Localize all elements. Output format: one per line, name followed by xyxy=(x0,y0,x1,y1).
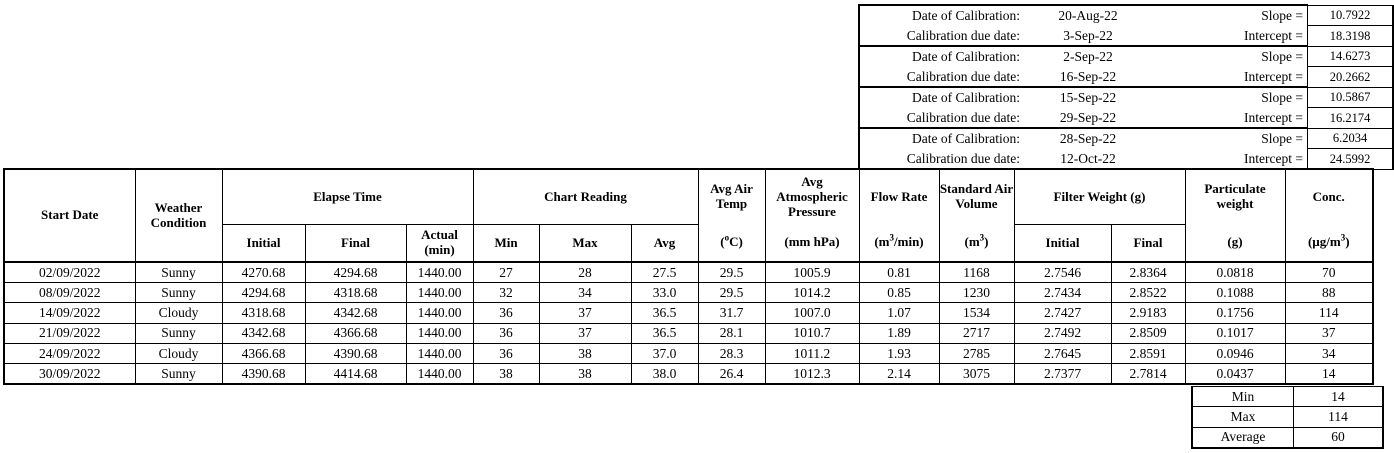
cell-elapse-final: 4342.68 xyxy=(305,303,406,323)
cell-pressure: 1011.2 xyxy=(765,343,859,363)
calibration-due-value: 29-Sep-22 xyxy=(1028,108,1148,129)
cell-particulate-weight: 0.0818 xyxy=(1185,262,1285,283)
cell-flow-rate: 1.07 xyxy=(859,303,939,323)
cell-pressure: 1005.9 xyxy=(765,262,859,283)
slope-value: 10.7922 xyxy=(1308,5,1394,26)
cell-elapse-final: 4366.68 xyxy=(305,323,406,343)
cell-air-temp: 29.5 xyxy=(698,262,765,283)
cell-chart-avg: 36.5 xyxy=(631,323,698,343)
cell-chart-avg: 27.5 xyxy=(631,262,698,283)
cell-weather: Sunny xyxy=(135,283,222,303)
cell-particulate-weight: 0.1088 xyxy=(1185,283,1285,303)
header-conc: Conc. xyxy=(1285,169,1373,225)
calibration-date-value: 15-Sep-22 xyxy=(1028,87,1148,108)
calibration-date-label: Date of Calibration: xyxy=(859,46,1028,67)
cell-pressure: 1010.7 xyxy=(765,323,859,343)
header-elapse-final: Final xyxy=(305,225,406,263)
calibration-due-label: Calibration due date: xyxy=(859,108,1028,129)
summary-row xyxy=(1192,427,1383,448)
calibration-date-row xyxy=(859,5,1393,26)
cell-elapse-initial: 4318.68 xyxy=(222,303,305,323)
table-row xyxy=(4,303,1373,323)
intercept-value: 24.5992 xyxy=(1308,149,1394,170)
cell-chart-min: 38 xyxy=(473,363,539,384)
cell-elapse-final: 4390.68 xyxy=(305,343,406,363)
cell-elapse-actual: 1440.00 xyxy=(406,283,473,303)
cell-weather: Cloudy xyxy=(135,303,222,323)
cell-chart-min: 36 xyxy=(473,303,539,323)
cell-chart-min: 27 xyxy=(473,262,539,283)
cell-elapse-initial: 4270.68 xyxy=(222,262,305,283)
cell-elapse-initial: 4390.68 xyxy=(222,363,305,384)
header-elapse-initial: Initial xyxy=(222,225,305,263)
slope-label: Slope = xyxy=(1148,46,1308,67)
cell-air-volume: 1534 xyxy=(939,303,1014,323)
header-flow-rate: Flow Rate xyxy=(859,169,939,225)
summary-value: 14 xyxy=(1294,387,1384,407)
cell-flow-rate: 0.81 xyxy=(859,262,939,283)
cell-conc: 88 xyxy=(1285,283,1373,303)
slope-value: 14.6273 xyxy=(1308,46,1394,67)
calibration-due-value: 16-Sep-22 xyxy=(1028,67,1148,88)
concentration-summary-table xyxy=(1191,386,1384,449)
cell-elapse-actual: 1440.00 xyxy=(406,343,473,363)
cell-conc: 37 xyxy=(1285,323,1373,343)
cell-start-date: 24/09/2022 xyxy=(4,343,135,363)
cell-chart-max: 37 xyxy=(539,323,631,343)
cell-start-date: 02/09/2022 xyxy=(4,262,135,283)
cell-air-temp: 31.7 xyxy=(698,303,765,323)
calibration-due-row xyxy=(859,149,1393,170)
cell-particulate-weight: 0.0946 xyxy=(1185,343,1285,363)
header-filter-weight: Filter Weight (g) xyxy=(1014,169,1185,225)
calibration-date-row xyxy=(859,46,1393,67)
cell-weather: Sunny xyxy=(135,262,222,283)
cell-filter-final: 2.7814 xyxy=(1111,363,1185,384)
summary-value: 60 xyxy=(1294,427,1384,448)
cell-particulate-weight: 0.0437 xyxy=(1185,363,1285,384)
header-elapse-actual: Actual (min) xyxy=(406,225,473,263)
cell-filter-initial: 2.7492 xyxy=(1014,323,1111,343)
header-chart-reading: Chart Reading xyxy=(473,169,698,225)
cell-air-volume: 1168 xyxy=(939,262,1014,283)
cell-filter-final: 2.8364 xyxy=(1111,262,1185,283)
intercept-value: 16.2174 xyxy=(1308,108,1394,129)
calibration-date-row xyxy=(859,128,1393,149)
summary-label: Max xyxy=(1192,407,1294,427)
calibration-date-row xyxy=(859,87,1393,108)
header-air-temp-unit: ($^o$C) xyxy=(698,225,765,263)
table-row xyxy=(4,343,1373,363)
cell-filter-initial: 2.7427 xyxy=(1014,303,1111,323)
summary-label: Average xyxy=(1192,427,1294,448)
intercept-label: Intercept = xyxy=(1148,26,1308,47)
calibration-due-value: 12-Oct-22 xyxy=(1028,149,1148,170)
cell-elapse-initial: 4342.68 xyxy=(222,323,305,343)
cell-start-date: 30/09/2022 xyxy=(4,363,135,384)
table-row xyxy=(4,262,1373,283)
slope-label: Slope = xyxy=(1148,5,1308,26)
intercept-label: Intercept = xyxy=(1148,149,1308,170)
header-weather-condition: Weather Condition xyxy=(135,169,222,262)
summary-row xyxy=(1192,407,1383,427)
header-pressure-unit: (mm hPa) xyxy=(765,225,859,263)
cell-air-temp: 26.4 xyxy=(698,363,765,384)
cell-filter-initial: 2.7645 xyxy=(1014,343,1111,363)
cell-air-volume: 2717 xyxy=(939,323,1014,343)
header-flow-unit: $(m^3/\min)$ xyxy=(859,225,939,263)
header-chart-max: Max xyxy=(539,225,631,263)
header-conc-unit: $(\mu g/m^3)$ xyxy=(1285,225,1373,263)
cell-chart-avg: 33.0 xyxy=(631,283,698,303)
cell-pressure: 1014.2 xyxy=(765,283,859,303)
calibration-due-label: Calibration due date: xyxy=(859,26,1028,47)
table-row xyxy=(4,363,1373,384)
calibration-date-value: 2-Sep-22 xyxy=(1028,46,1148,67)
cell-particulate-weight: 0.1017 xyxy=(1185,323,1285,343)
cell-weather: Sunny xyxy=(135,363,222,384)
cell-chart-max: 37 xyxy=(539,303,631,323)
intercept-value: 18.3198 xyxy=(1308,26,1394,47)
cell-air-volume: 1230 xyxy=(939,283,1014,303)
calibration-table xyxy=(858,4,1394,170)
cell-conc: 114 xyxy=(1285,303,1373,323)
cell-elapse-final: 4318.68 xyxy=(305,283,406,303)
header-filter-initial: Initial xyxy=(1014,225,1111,263)
cell-start-date: 21/09/2022 xyxy=(4,323,135,343)
header-std-air-volume: Standard Air Volume xyxy=(939,169,1014,225)
cell-elapse-actual: 1440.00 xyxy=(406,262,473,283)
calibration-due-value: 3-Sep-22 xyxy=(1028,26,1148,47)
cell-air-temp: 28.1 xyxy=(698,323,765,343)
cell-filter-final: 2.8522 xyxy=(1111,283,1185,303)
sampling-data-table xyxy=(3,168,1374,385)
cell-air-volume: 2785 xyxy=(939,343,1014,363)
calibration-date-value: 28-Sep-22 xyxy=(1028,128,1148,149)
cell-filter-initial: 2.7434 xyxy=(1014,283,1111,303)
slope-label: Slope = xyxy=(1148,128,1308,149)
calibration-due-row xyxy=(859,108,1393,129)
cell-elapse-actual: 1440.00 xyxy=(406,303,473,323)
summary-value: 114 xyxy=(1294,407,1384,427)
header-elapse-time: Elapse Time xyxy=(222,169,473,225)
slope-value: 10.5867 xyxy=(1308,87,1394,108)
slope-value: 6.2034 xyxy=(1308,128,1394,149)
header-filter-final: Final xyxy=(1111,225,1185,263)
intercept-label: Intercept = xyxy=(1148,108,1308,129)
cell-flow-rate: 0.85 xyxy=(859,283,939,303)
cell-chart-avg: 38.0 xyxy=(631,363,698,384)
cell-pressure: 1007.0 xyxy=(765,303,859,323)
cell-weather: Cloudy xyxy=(135,343,222,363)
cell-elapse-actual: 1440.00 xyxy=(406,323,473,343)
cell-elapse-actual: 1440.00 xyxy=(406,363,473,384)
cell-elapse-initial: 4366.68 xyxy=(222,343,305,363)
cell-filter-final: 2.8509 xyxy=(1111,323,1185,343)
header-chart-avg: Avg xyxy=(631,225,698,263)
cell-flow-rate: 2.14 xyxy=(859,363,939,384)
calibration-due-row xyxy=(859,26,1393,47)
cell-chart-max: 38 xyxy=(539,363,631,384)
cell-filter-initial: 2.7377 xyxy=(1014,363,1111,384)
cell-filter-initial: 2.7546 xyxy=(1014,262,1111,283)
cell-air-temp: 29.5 xyxy=(698,283,765,303)
calibration-date-label: Date of Calibration: xyxy=(859,128,1028,149)
cell-filter-final: 2.8591 xyxy=(1111,343,1185,363)
header-avg-atm-pressure: Avg Atmospheric Pressure xyxy=(765,169,859,225)
cell-conc: 34 xyxy=(1285,343,1373,363)
header-chart-min: Min xyxy=(473,225,539,263)
cell-filter-final: 2.9183 xyxy=(1111,303,1185,323)
cell-chart-avg: 37.0 xyxy=(631,343,698,363)
cell-flow-rate: 1.93 xyxy=(859,343,939,363)
cell-air-volume: 3075 xyxy=(939,363,1014,384)
intercept-value: 20.2662 xyxy=(1308,67,1394,88)
cell-chart-max: 28 xyxy=(539,262,631,283)
cell-start-date: 08/09/2022 xyxy=(4,283,135,303)
cell-conc: 70 xyxy=(1285,262,1373,283)
cell-elapse-initial: 4294.68 xyxy=(222,283,305,303)
cell-conc: 14 xyxy=(1285,363,1373,384)
cell-pressure: 1012.3 xyxy=(765,363,859,384)
cell-air-temp: 28.3 xyxy=(698,343,765,363)
cell-chart-min: 36 xyxy=(473,323,539,343)
header-start-date: Start Date xyxy=(4,169,135,262)
table-row xyxy=(4,323,1373,343)
cell-chart-min: 32 xyxy=(473,283,539,303)
calibration-due-label: Calibration due date: xyxy=(859,149,1028,170)
cell-particulate-weight: 0.1756 xyxy=(1185,303,1285,323)
summary-label: Min xyxy=(1192,387,1294,407)
calibration-due-row xyxy=(859,67,1393,88)
cell-start-date: 14/09/2022 xyxy=(4,303,135,323)
cell-weather: Sunny xyxy=(135,323,222,343)
cell-elapse-final: 4414.68 xyxy=(305,363,406,384)
slope-label: Slope = xyxy=(1148,87,1308,108)
header-volume-unit: $(m^3)$ xyxy=(939,225,1014,263)
table-row xyxy=(4,283,1373,303)
intercept-label: Intercept = xyxy=(1148,67,1308,88)
calibration-date-value: 20-Aug-22 xyxy=(1028,5,1148,26)
cell-elapse-final: 4294.68 xyxy=(305,262,406,283)
cell-chart-avg: 36.5 xyxy=(631,303,698,323)
summary-row xyxy=(1192,387,1383,407)
header-avg-air-temp: Avg Air Temp xyxy=(698,169,765,225)
calibration-date-label: Date of Calibration: xyxy=(859,5,1028,26)
cell-chart-max: 34 xyxy=(539,283,631,303)
cell-flow-rate: 1.89 xyxy=(859,323,939,343)
cell-chart-min: 36 xyxy=(473,343,539,363)
cell-chart-max: 38 xyxy=(539,343,631,363)
calibration-due-label: Calibration due date: xyxy=(859,67,1028,88)
calibration-date-label: Date of Calibration: xyxy=(859,87,1028,108)
header-particulate-weight: Particulate weight xyxy=(1185,169,1285,225)
header-pw-unit: (g) xyxy=(1185,225,1285,263)
